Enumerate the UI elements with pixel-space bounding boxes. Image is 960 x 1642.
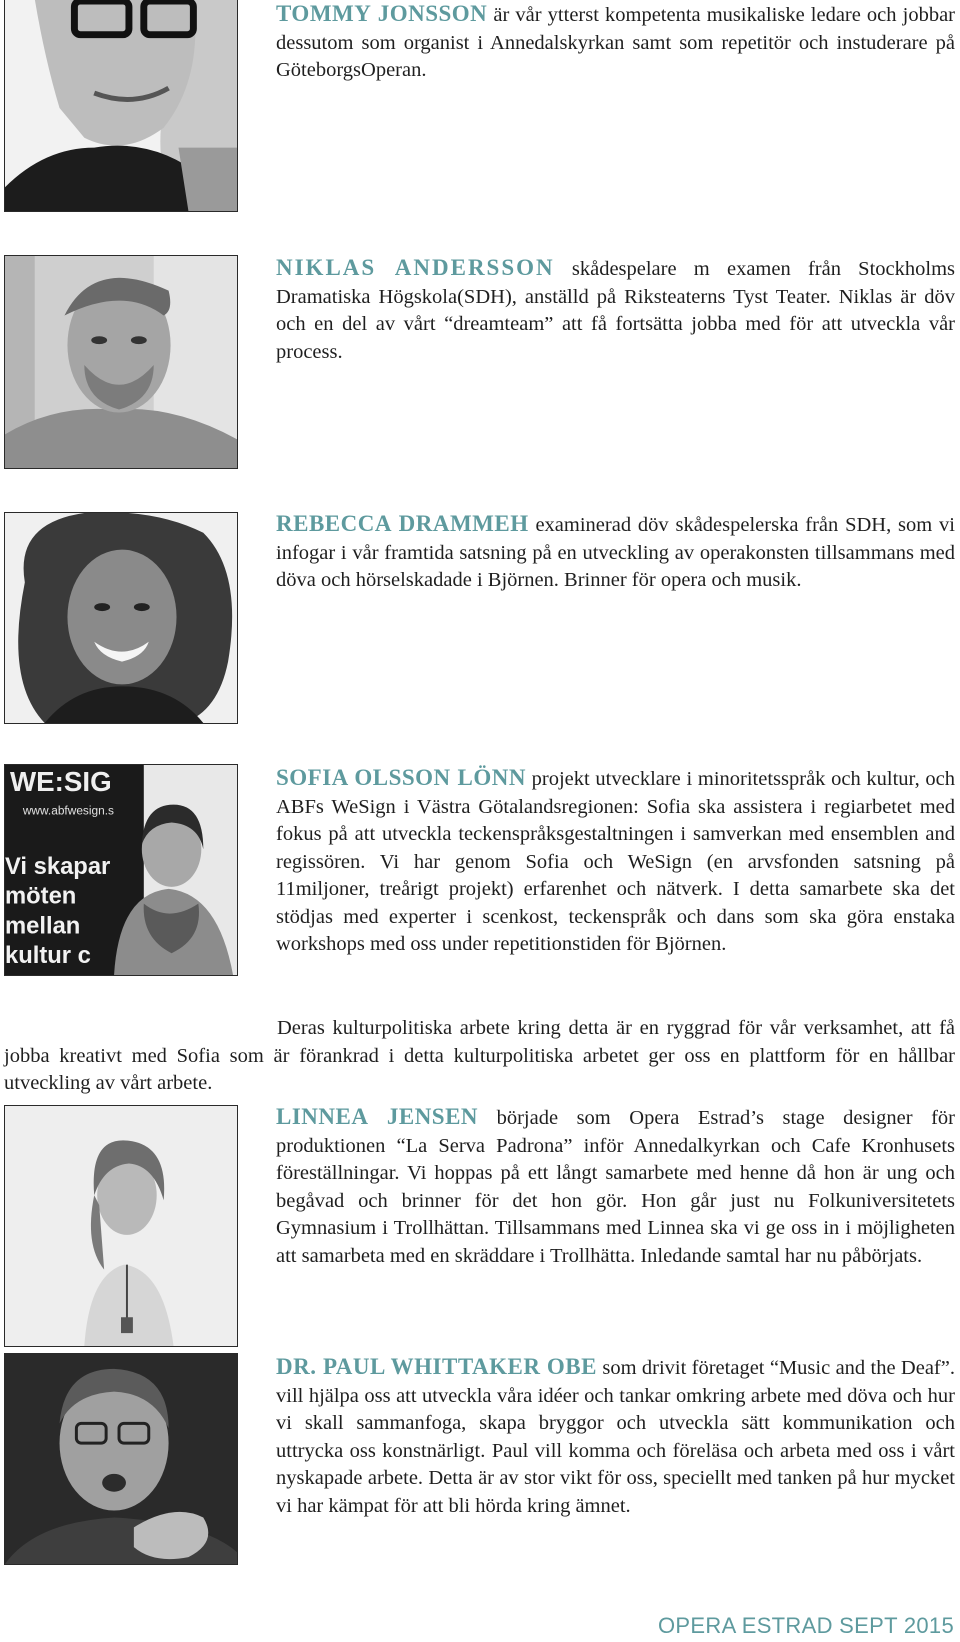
person-name: NIKLAS ANDERSSON — [276, 255, 555, 280]
photo-linnea-jensen — [4, 1105, 238, 1347]
person-name: REBECCA DRAMMEH — [276, 511, 529, 536]
person-description: som drivit företaget “Music and the Deaf”. vill hjälpa oss att utveckla våra idéer och tankar omkring arbete med döva och hur vi skall sammanfoga, skapa bryggor och utveckla sätt kommunikation och uttrycka oss konstnärligt. Paul vill komma och föreläsa och arbeta med oss i vårt nyskapade arbete. Detta är av stor vikt för oss, speciellt med tanken på hur mycket vi har kämpat för att bli hörda kring ämnet. — [276, 1357, 955, 1517]
bio-sofia-olsson-lonn-continued — [4, 1015, 955, 1098]
wesign-sign-line-2: Vi skapar — [5, 852, 111, 880]
person-description: projekt utvecklare i minoritetsspråk och kultur, och ABFs WeSign i Västra Götalandsregionen: Sofia ska assistera i regiarbetet med fokus på att utveckla teckenspråksgestaltningen i samverkan med ensemblen and regissören. Vi har genom Sofia och WeSign (en arvsfonden satsning på 11miljoner, treårigt projekt) erfarenhet och nätverk. I detta samarbete ska det stödjas med experter i scenkost, teckenspråk och dans som ska göra enstaka workshops med oss under repetitionstiden för Björnen. — [276, 768, 955, 955]
wesign-sign-line-3: möten — [5, 882, 77, 910]
person-name: TOMMY JONSSON — [276, 1, 488, 26]
person-description: började som Opera Estrad’s stage designer för produktionen “La Serva Padrona” inför Annedalkyrkan och Cafe Kronhusets föreställningar. Vi hoppas på ett långt samarbete med henne då hon är ung och begåvad och brinner för det hon gör. Hon går just nu Folkuniversitetets Gymnasium i Trollhättan. Tillsammans med Linnea ska vi ge oss in i möjligheten att samarbeta med en skräddare i Trollhätta. Inledande samtal har nu påbörjats. — [276, 1107, 955, 1267]
bio-niklas-andersson — [276, 254, 955, 366]
person-description-continued: Deras kulturpolitiska arbete kring detta är en ryggrad för vår verksamhet, att få jobba kreativt med Sofia som är förankrad i detta kulturpolitiska arbetet ger oss en plattform för en hållbar utveckling av vårt arbete. — [4, 1017, 955, 1094]
photo-rebecca-drammeh — [4, 512, 238, 724]
wesign-sign-line-5: kultur c — [5, 942, 91, 970]
photo-paul-whittaker — [4, 1353, 238, 1565]
photo-tommy-jonsson — [4, 0, 238, 212]
wesign-sign-line-0: WE:SIG — [9, 765, 112, 797]
wesign-sign-line-1: www.abfwesign.s — [22, 803, 114, 818]
bio-rebecca-drammeh — [276, 510, 955, 595]
bio-tommy-jonsson — [276, 0, 955, 85]
bio-paul-whittaker — [276, 1353, 955, 1520]
bio-sofia-olsson-lonn — [276, 764, 955, 959]
person-name: DR. PAUL WHITTAKER OBE — [276, 1354, 597, 1379]
photo-sofia-olsson-lonn — [4, 764, 238, 976]
person-name: SOFIA OLSSON LÖNN — [276, 765, 526, 790]
footer-label: OPERA ESTRAD SEPT 2015 — [658, 1613, 954, 1638]
person-name: LINNEA JENSEN — [276, 1104, 479, 1129]
person-description: examinerad döv skådespelerska från SDH, som vi infogar i vår framtida satsning på en utveckling av operakonsten tillsammans med döva och hörselskadade i Björnen. Brinner för opera och musik. — [276, 514, 955, 591]
person-description: är vår ytterst kompetenta musikaliske ledare och jobbar dessutom som organist i Annedalskyrkan samt som repetitör och instuderare på GöteborgsOperan. — [276, 4, 955, 81]
wesign-sign-line-4: mellan — [5, 912, 81, 940]
person-description: skådespelare m examen från Stockholms Dramatiska Högskola(SDH), anställd på Riksteaterns Tyst Teater. Niklas är döv och en del av vårt “dreamteam” att få fortsätta jobba med för att utveckla vår process. — [276, 258, 955, 363]
bio-linnea-jensen — [276, 1103, 955, 1270]
photo-niklas-andersson — [4, 255, 238, 469]
